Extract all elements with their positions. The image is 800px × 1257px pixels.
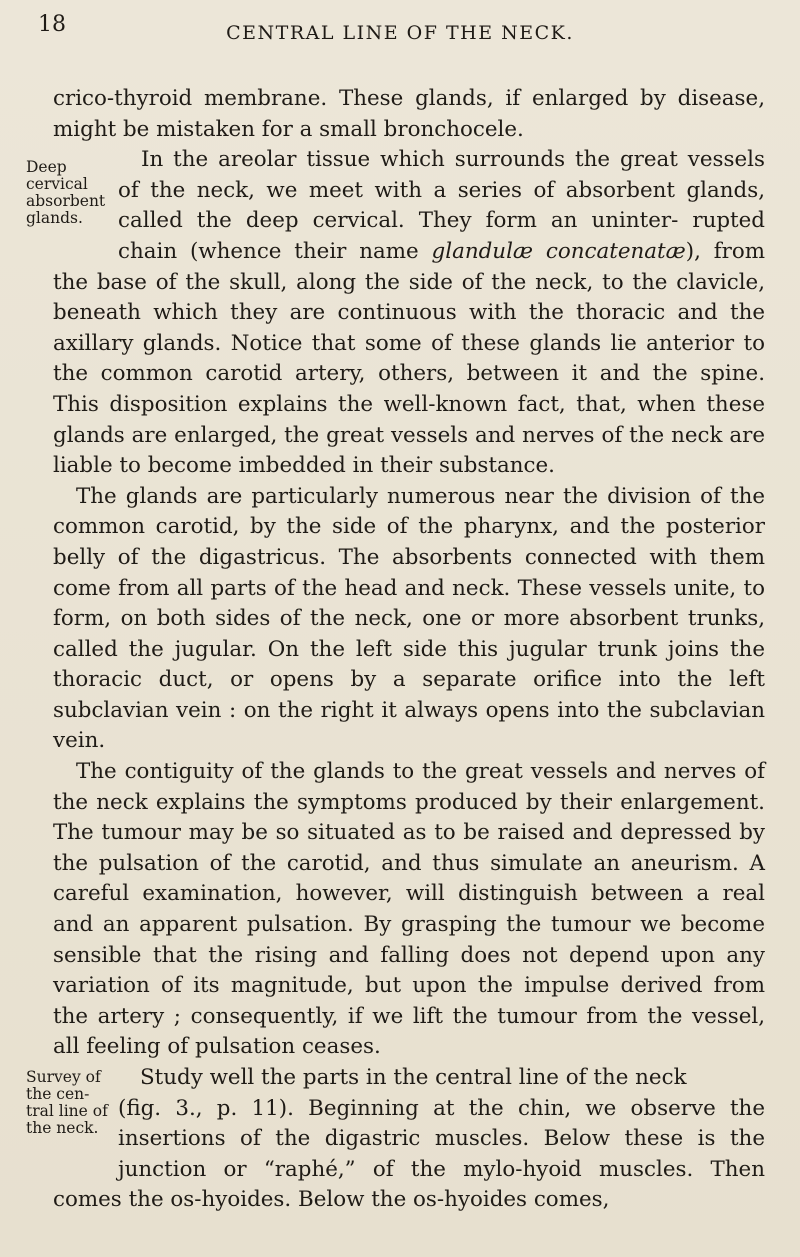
paragraph-deep-cervical: [26, 145, 766, 482]
marginal-note-deep-cervical: Deep cervical absorbent glands.: [26, 158, 106, 228]
paragraph-deep-cervical-text-b: ), from the base of the skull, along the side of the neck, to the clavicle, beneath which they are continuous with the thoracic and the axillary glands. Notice that some of these glands lie anterior to the common carotid artery, others, between it and the spine. This disposition explains the well-known fact, that, when these glands are enlarged, the great vessels and nerves of the neck are liable to become imbedded in their substance.: [53, 238, 766, 479]
paragraph-study-first-line: Study well the parts in the central line of the neck: [140, 1065, 687, 1090]
marginal-note-survey: Survey of the cen- tral line of the neck.: [26, 1068, 108, 1137]
paragraph-crico-thyroid: crico-thyroid membrane. These glands, if enlarged by disease, might be mistaken for a small bronchocele.: [53, 86, 765, 142]
paragraph-contiguity: The contiguity of the glands to the great vessels and nerves of the neck explains the symptoms produced by their enlargement. The tumour may be so situated as to be raised and depressed by the pulsation of the carotid, and thus simulate an aneurism. A careful examination, however, will distinguish between a real and an apparent pulsation. By grasping the tumour we become sensible that the rising and falling does not depend upon any variation of its magnitude, but upon the impulse derived from the artery ; consequently, if we lift the tumour from the vessel, all feeling of pulsation ceases.: [53, 759, 765, 1060]
running-title: CENTRAL LINE OF THE NECK.: [226, 22, 574, 44]
paragraph-deep-cervical-text-a: In the areolar tissue which surrounds the great vessels of the neck, we meet with a series of absorbent glands, called the deep cervical. They form an uninter- rupted chain (whence their name: [118, 147, 765, 264]
paragraph-deep-cervical-italic: glandulæ concatenatæ: [431, 238, 686, 264]
paragraph-study-rest: (fig. 3., p. 11). Beginning at the chin, we observe the insertions of the digastric muscles. Below these is the junction or “raphé,” of the mylo-hyoid muscles. Then comes the os-hyoides. Below the os-hyoides comes,: [53, 1095, 765, 1213]
paragraph-study-central-line: [26, 1063, 765, 1216]
page-number: 18: [38, 12, 66, 37]
paragraph-glands-numerous: The glands are particularly numerous near the division of the common carotid, by the side of the pharynx, and the posterior belly of the digastricus. The absorbents connected with them come from all parts of the head and neck. These vessels unite, to form, on both sides of the neck, one or more absorbent trunks, called the jugular. On the left side this jugular trunk joins the thoracic duct, or opens by a separate orifice into the left subclavian vein : on the right it always opens into the subclavian vein.: [53, 483, 765, 754]
body-text-top: [26, 84, 766, 1216]
